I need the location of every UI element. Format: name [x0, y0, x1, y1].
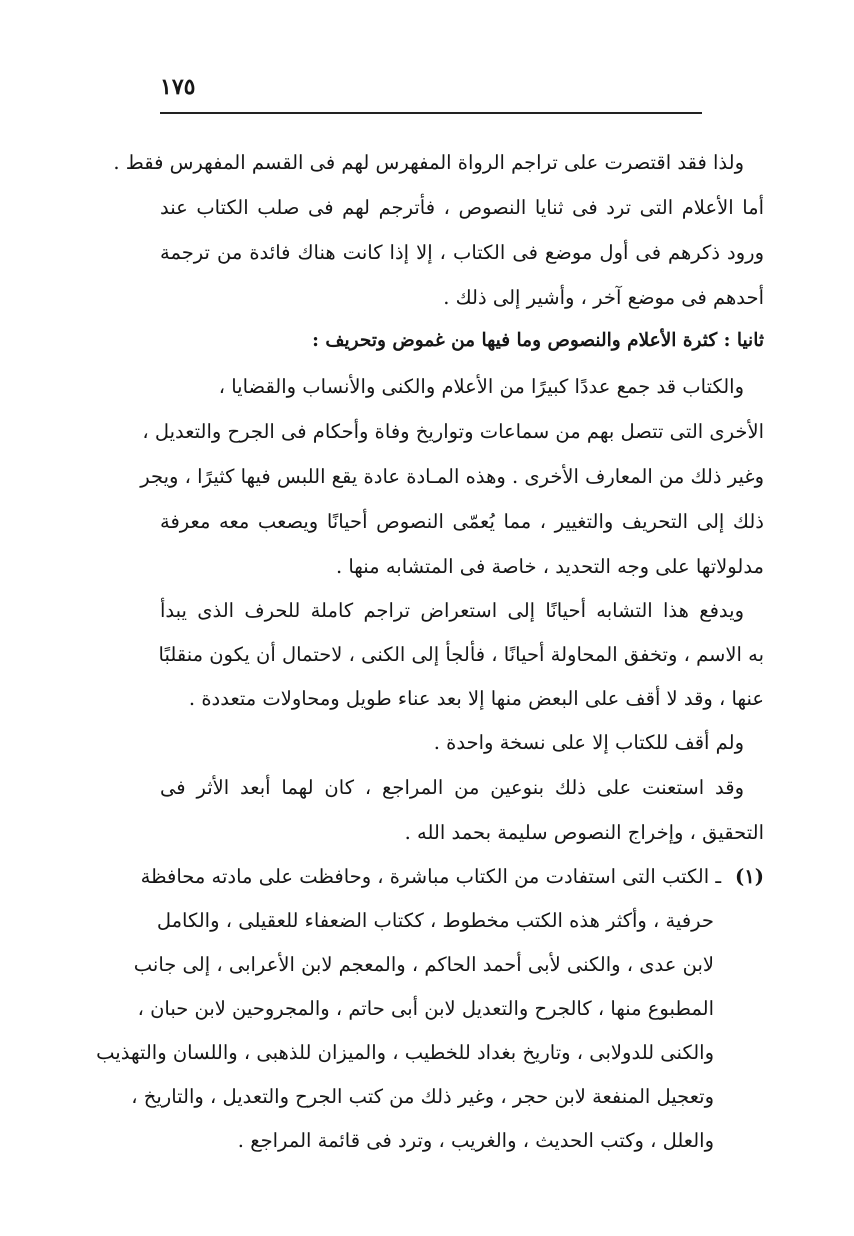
line-text: الأخرى التى تتصل بهم من سماعات وتواريخ وفاة وأحكام فى الجرح والتعديل ،	[142, 420, 764, 443]
page-number: ١٧٥	[160, 74, 196, 100]
line-text: أما الأعلام التى ترد فى ثنايا النصوص ، فأترجم لهم فى صلب الكتاب عند	[160, 196, 764, 219]
line-text: والكتاب قد جمع عددًا كبيرًا من الأعلام والكنى والأنساب والقضايا ،	[218, 375, 744, 398]
text-line	[160, 507, 764, 537]
text-line	[443, 283, 764, 313]
text-line	[134, 950, 714, 980]
text-line	[138, 994, 714, 1024]
text-line	[142, 417, 764, 447]
list-number: (١)	[735, 865, 764, 888]
text-line	[140, 462, 764, 492]
section-heading	[312, 326, 764, 356]
line-text: وقد استعنت على ذلك بنوعين من المراجع ، كان لهما أبعد الأثر فى	[160, 776, 744, 799]
line-text: وغير ذلك من المعارف الأخرى . وهذه المـادة عادة يقع اللبس فيها كثيرًا ، ويجر	[140, 465, 764, 488]
line-text: حرفية ، وأكثر هذه الكتب مخطوط ، ككتاب الضعفاء للعقيلى ، والكامل	[156, 909, 714, 932]
line-text: ويدفع هذا التشابه أحيانًا إلى استعراض تراجم كاملة للحرف الذى يبدأ	[160, 599, 744, 622]
line-text: مدلولاتها على وجه التحديد ، خاصة فى المتشابه منها .	[335, 555, 764, 578]
line-text: ولذا فقد اقتصرت على تراجم الرواة المفهرس لهم فى القسم المفهرس فقط .	[113, 151, 744, 174]
line-text: والكنى للدولابى ، وتاريخ بغداد للخطيب ، والميزان للذهبى ، واللسان والتهذيب	[96, 1041, 714, 1064]
text-line	[160, 640, 764, 670]
text-line	[160, 773, 744, 803]
text-line	[113, 148, 744, 178]
text-line	[219, 372, 744, 402]
text-line	[405, 818, 764, 848]
line-text: وتعجيل المنفعة لابن حجر ، وغير ذلك من كتب الجرح والتعديل ، والتاريخ ،	[131, 1085, 714, 1108]
text-line	[140, 862, 764, 892]
line-text: والعلل ، وكتب الحديث ، والغريب ، وترد فى قائمة المراجع .	[237, 1129, 714, 1152]
text-line	[157, 906, 714, 936]
line-text: أحدهم فى موضع آخر ، وأشير إلى ذلك .	[443, 286, 764, 309]
header-rule	[160, 112, 702, 114]
text-line	[160, 238, 764, 268]
text-line	[96, 1038, 714, 1068]
line-text: المطبوع منها ، كالجرح والتعديل لابن أبى حاتم ، والمجروحين لابن حبان ،	[137, 997, 714, 1020]
line-text: ورود ذكرهم فى أول موضع فى الكتاب ، إلا إذا كانت هناك فائدة من ترجمة	[160, 241, 764, 264]
text-line	[238, 1126, 714, 1156]
text-line	[189, 684, 764, 714]
text-line	[160, 193, 764, 223]
line-text: عنها ، وقد لا أقف على البعض منها إلا بعد عناء طويل ومحاولات متعددة .	[188, 687, 764, 710]
line-text: ـ الكتب التى استفادت من الكتاب مباشرة ، وحافظت على مادته محافظة	[140, 865, 722, 888]
line-text: لابن عدى ، والكنى لأبى أحمد الحاكم ، والمعجم لابن الأعرابى ، إلى جانب	[133, 953, 714, 976]
line-text: التحقيق ، وإخراج النصوص سليمة بحمد الله .	[404, 821, 764, 844]
line-text: ثانيا : كثرة الأعلام والنصوص وما فيها من غموض وتحريف :	[312, 330, 764, 351]
text-line	[160, 596, 744, 626]
line-text: ذلك إلى التحريف والتغيير ، مما يُعمّى النصوص أحيانًا ويصعب معه معرفة	[160, 510, 764, 533]
text-line	[336, 552, 764, 582]
line-text: ولم أقف للكتاب إلا على نسخة واحدة .	[433, 731, 744, 754]
text-line	[131, 1082, 714, 1112]
line-text: به الاسم ، وتخفق المحاولة أحيانًا ، فألجأ إلى الكنى ، لاحتمال أن يكون منقلبًا	[158, 643, 764, 666]
text-line	[434, 728, 744, 758]
